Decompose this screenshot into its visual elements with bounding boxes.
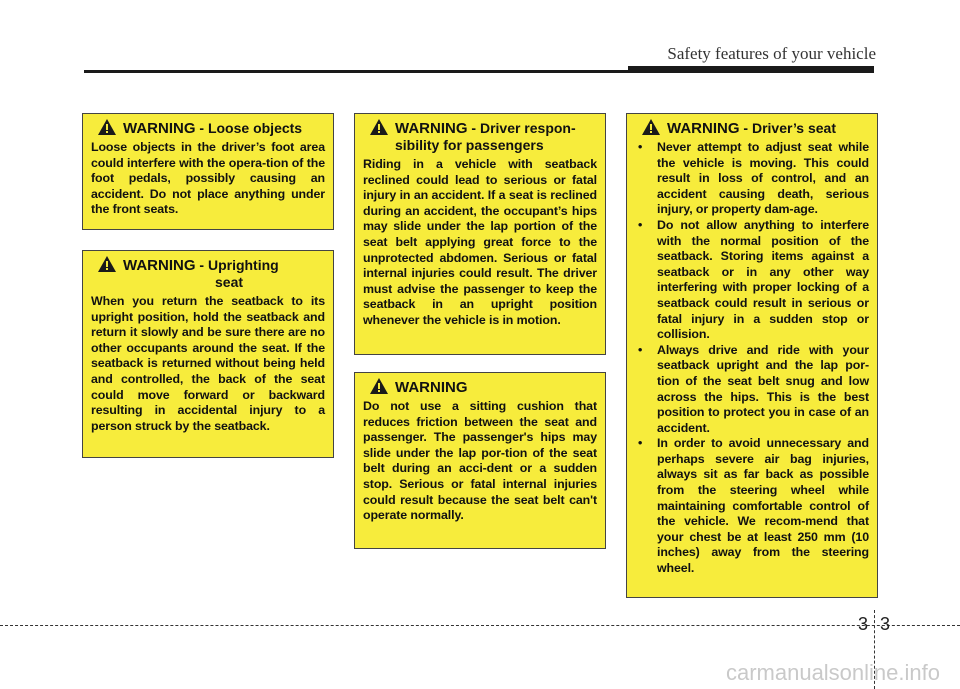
warning-box-driver-responsibility: [354, 113, 606, 355]
warning-body: Riding in a vehicle with seatback reclined could lead to serious or fatal injury in an accident. If a seat is reclined during an accident, the occupant’s hips may slide under the lap portion of the seat belt applying great force to the unprotected abdomen. Serious or fatal internal injuries could result. The driver must advise the passenger to keep the seatback in an upright position whenever the vehicle is in motion.: [363, 157, 597, 327]
warning-bullet: • In order to avoid unnecessary and perhaps severe air bag injuries, always sit as far back as possible from the steering wheel while maintaining comfortable control of the vehicle. We recom-mend that your chest be at least 250 mm (10 inches) away from the steering wheel.: [635, 436, 869, 576]
warning-dash: -: [195, 120, 208, 136]
warning-dash: -: [195, 257, 208, 273]
warning-dash: -: [467, 120, 480, 136]
warning-subject-cont: sibility for passengers: [395, 137, 544, 153]
warning-bullet: • Always drive and ride with your seatback upright and the lap por-tion of the seat belt snug and low across the hips. This is the best position to protect you in case of an accident.: [635, 343, 869, 437]
warning-bullet: • Do not allow anything to interfere with the normal position of the seatback. Storing items against a seatback or in any other way interfering with proper locking of a seatback could result in serious or fatal injury in a sudden stop or collision.: [635, 218, 869, 343]
warning-dash: -: [739, 120, 752, 136]
warning-box-loose-objects: [82, 113, 334, 230]
warning-label: WARNING: [123, 120, 196, 137]
warning-title: [91, 120, 325, 137]
warning-subject-cont: seat: [215, 274, 244, 290]
header-rule-accent: [628, 66, 874, 73]
warning-box-drivers-seat: [626, 113, 878, 598]
footer-rule: [0, 625, 960, 626]
warning-triangle-icon: [641, 118, 661, 136]
page-number-left: 3: [858, 614, 869, 634]
warning-label: WARNING: [123, 257, 196, 274]
warning-subject: Driver respon-: [479, 120, 576, 136]
warning-body: When you return the seatback to its upright position, hold the seatback and return it slowly and be sure there are no other occupants around the seat. If the seatback is returned without being held and controlled, the back of the seat could move forward or backward resulting in accidental injury to a person struck by the seatback.: [91, 294, 325, 433]
warning-subject: Driver’s seat: [751, 120, 837, 136]
watermark: carmanualsonline.info: [725, 660, 940, 685]
warning-title: [363, 379, 597, 396]
warning-box-uprighting-seat: [82, 250, 334, 458]
warning-triangle-icon: [369, 377, 389, 395]
warning-triangle-icon: [97, 255, 117, 273]
header-title: Safety features of your vehicle: [667, 44, 876, 63]
warning-label: WARNING: [667, 120, 740, 137]
warning-triangle-icon: [369, 118, 389, 136]
warning-title: [635, 120, 869, 137]
page-number-right: 3: [880, 614, 891, 634]
warning-bullet: • Never attempt to adjust seat while the vehicle is moving. This could result in loss of control, and an accident causing death, serious injury, or property dam-age.: [635, 140, 869, 218]
warning-label: WARNING: [395, 379, 468, 396]
warning-triangle-icon: [97, 118, 117, 136]
warning-body: Do not use a sitting cushion that reduces friction between the seat and passenger. The passenger's hips may slide under the lap por-tion of the seat belt during an acci-dent or a sudden stop. Serious or fatal internal injuries could result because the seat belt can't operate normally.: [363, 399, 597, 523]
warning-title: [91, 257, 325, 291]
warning-subject: Loose objects: [207, 120, 303, 136]
warning-subject: Uprighting: [207, 257, 279, 273]
warning-body: Loose objects in the driver’s foot area could interfere with the opera-tion of the foot pedals, possibly causing an accident. Do not place anything under the front seats.: [91, 140, 325, 217]
warning-label: WARNING: [395, 120, 468, 137]
warning-title: [363, 120, 597, 154]
warning-box-sitting-cushion: [354, 372, 606, 549]
